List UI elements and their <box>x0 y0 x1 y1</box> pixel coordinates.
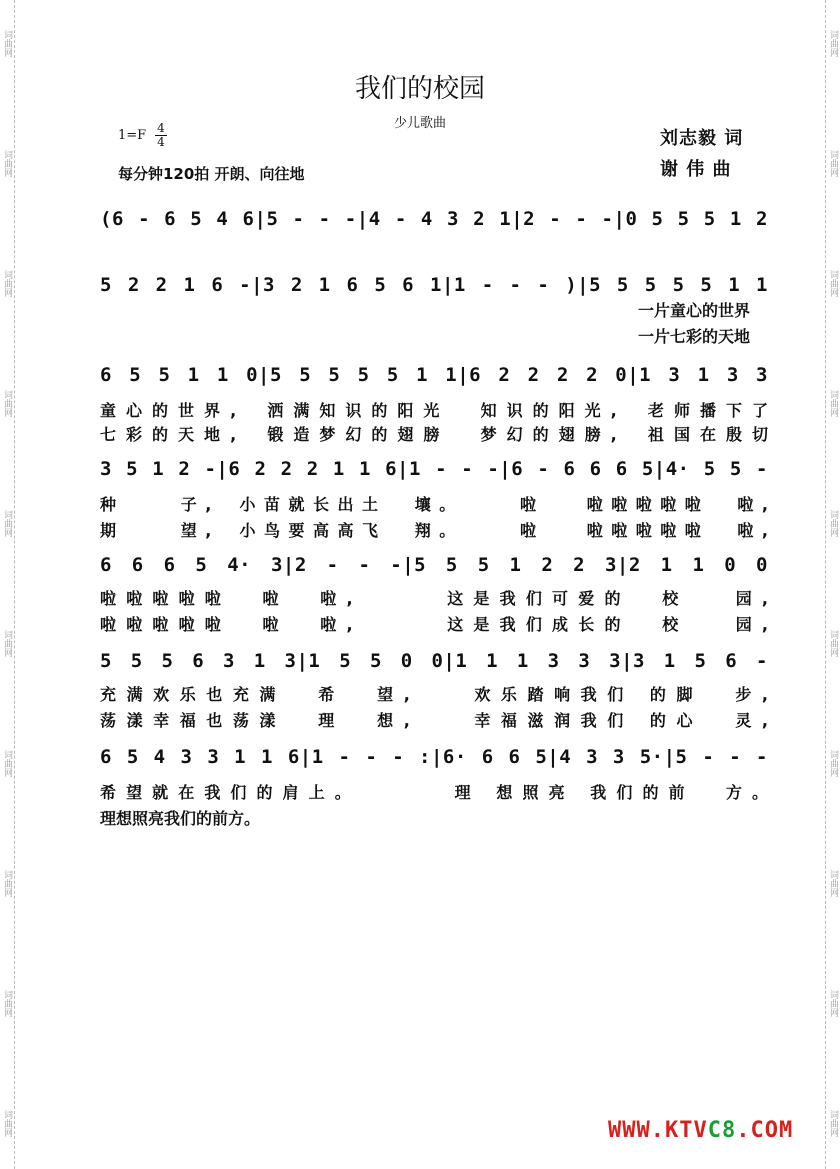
watermark-text: 词曲网 <box>2 510 12 537</box>
lyricist-credit: 刘志毅 词 <box>660 128 744 149</box>
time-signature <box>155 122 167 149</box>
watermark-text: 词曲网 <box>828 510 838 537</box>
score-row <box>100 542 768 642</box>
score-row <box>100 446 768 546</box>
lyric-verse-2: 一片七彩的天地 <box>637 327 750 346</box>
watermark-text: 词曲网 <box>828 270 838 297</box>
lyric-verse-2: 期 望, 小鸟要高高飞 翔。 啦 啦啦啦啦啦 啦, <box>100 521 768 540</box>
key-signature: 1=F <box>118 128 147 143</box>
logo-part-3: .COM <box>736 1118 794 1143</box>
watermark-text: 词曲网 <box>828 630 838 657</box>
watermark-text: 词曲网 <box>828 150 838 177</box>
notation-line: 6 6 6 5 4· 3|2 - - -|5 5 5 1 2 2 3|2 1 1 0 0 <box>100 554 768 576</box>
notation-line: 5 2 2 1 6 -|3 2 1 6 5 6 1|1 - - - )|5 5 5 5 5 1 1 <box>100 274 768 296</box>
composer-credit: 谢 伟 曲 <box>660 159 732 180</box>
lyric-verse-1: 童心的世界, 洒满知识的阳光 知识的阳光, 老师播下了 <box>100 401 768 420</box>
watermark-text: 词曲网 <box>2 750 12 777</box>
watermark-text: 词曲网 <box>2 630 12 657</box>
score-row <box>100 638 768 738</box>
notation-line: (6 - 6 5 4 6|5 - - -|4 - 4 3 2 1|2 - - -|0 5 5 5 1 2 <box>100 208 768 230</box>
watermark-text: 词曲网 <box>828 390 838 417</box>
watermark-text: 词曲网 <box>828 30 838 57</box>
watermark-text: 词曲网 <box>2 990 12 1017</box>
score-row <box>100 734 768 834</box>
notation-line: 3 5 1 2 -|6 2 2 2 1 1 6|1 - - -|6 - 6 6 6 5|4· 5 5 - <box>100 458 768 480</box>
lyric-verse-2: 啦啦啦啦啦 啦 啦, 这是我们成长的 校 园, <box>100 615 768 634</box>
time-signature-bottom: 4 <box>157 135 165 149</box>
notation-line: 5 5 5 6 3 1 3|1 5 5 0 0|1 1 1 3 3 3|3 1 5 6 - <box>100 650 768 672</box>
song-subtitle: 少儿歌曲 <box>393 116 446 131</box>
watermark-text: 词曲网 <box>828 750 838 777</box>
time-signature-top: 4 <box>155 122 167 136</box>
right-watermark-strip <box>825 0 840 1169</box>
lyric-verse-1: 一片童心的世界 <box>637 301 750 320</box>
lyric-verse-1: 种 子, 小苗就长出土 壤。 啦 啦啦啦啦啦 啦, <box>100 495 768 514</box>
notation-line: 6 5 4 3 3 1 1 6|1 - - - :|6· 6 6 5|4 3 3 5·|5 - - - <box>100 746 768 768</box>
tempo-marking: 每分钟120拍 开朗、向往地 <box>118 165 305 183</box>
logo-part-1: WWW.KTV <box>608 1118 708 1143</box>
lyric-verse-2: 理想照亮我们的前方。 <box>100 809 261 828</box>
score-row <box>100 196 768 256</box>
logo-part-2: C8 <box>707 1118 737 1143</box>
watermark-text: 词曲网 <box>2 390 12 417</box>
watermark-text: 词曲网 <box>828 1110 838 1137</box>
watermark-text: 词曲网 <box>828 990 838 1017</box>
lyric-verse-2: 七彩的天地, 锻造梦幻的翅膀 梦幻的翅膀, 祖国在殷切 <box>100 425 768 444</box>
lyric-verse-2: 荡漾幸福也荡漾 理 想, 幸福滋润我们 的心 灵, <box>100 711 768 730</box>
watermark-text: 词曲网 <box>2 1110 12 1137</box>
left-watermark-strip <box>0 0 15 1169</box>
watermark-text: 词曲网 <box>2 30 12 57</box>
song-title: 我们的校园 <box>354 74 485 104</box>
watermark-text: 词曲网 <box>828 870 838 897</box>
watermark-text: 词曲网 <box>2 150 12 177</box>
lyric-verse-1: 啦啦啦啦啦 啦 啦, 这是我们可爱的 校 园, <box>100 589 768 608</box>
score-row <box>100 352 768 452</box>
site-logo <box>608 1118 793 1143</box>
watermark-text: 词曲网 <box>2 270 12 297</box>
lyric-verse-1: 希望就在我们的肩上。 理 想照亮 我们的前 方。 <box>100 783 768 802</box>
notation-line: 6 5 5 1 1 0|5 5 5 5 5 1 1|6 2 2 2 2 0|1 3 1 3 3 <box>100 364 768 386</box>
lyric-verse-1: 充满欢乐也充满 希 望, 欢乐踏响我们 的脚 步, <box>100 685 768 704</box>
watermark-text: 词曲网 <box>2 870 12 897</box>
score-row <box>100 262 768 352</box>
